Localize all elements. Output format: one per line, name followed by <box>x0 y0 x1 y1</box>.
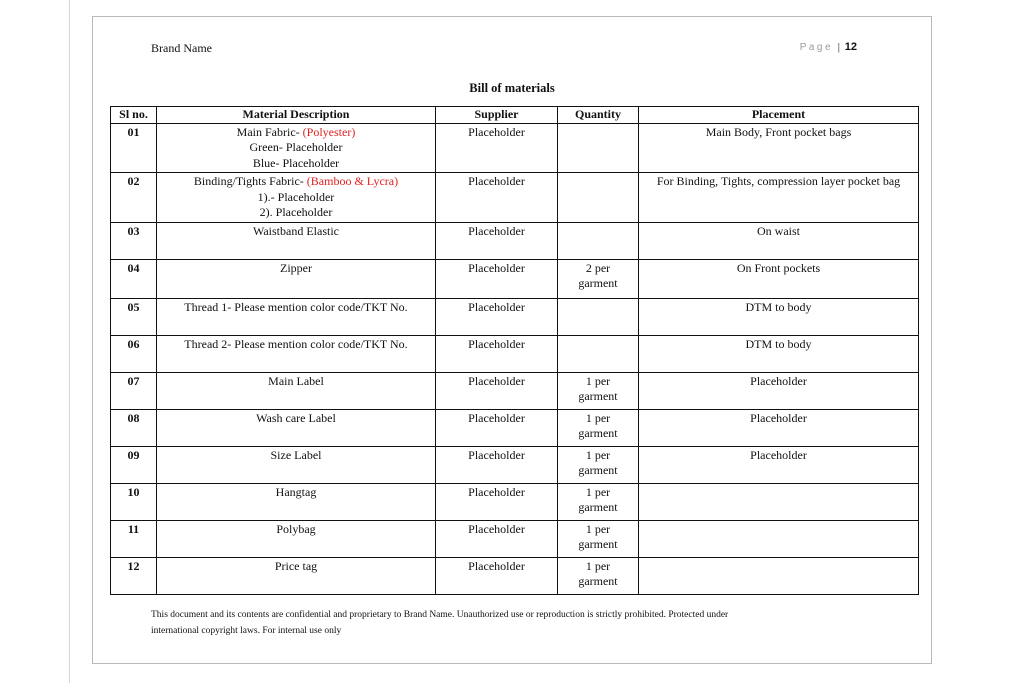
quantity <box>558 173 639 223</box>
row-number: 01 <box>111 123 157 173</box>
supplier: Placeholder <box>436 372 558 409</box>
supplier: Placeholder <box>436 557 558 594</box>
table-row <box>111 483 919 520</box>
bill-of-materials-table <box>110 106 919 595</box>
row-number: 09 <box>111 446 157 483</box>
quantity: 1 per garment <box>558 446 639 483</box>
supplier: Placeholder <box>436 173 558 223</box>
material-description: Hangtag <box>157 483 436 520</box>
table-header-row <box>111 107 919 124</box>
material-description: Polybag <box>157 520 436 557</box>
placement: Placeholder <box>639 409 919 446</box>
quantity: 2 per garment <box>558 259 639 298</box>
column-header: Material Description <box>157 107 436 124</box>
table-row <box>111 259 919 298</box>
brand-name: Brand Name <box>151 41 212 55</box>
quantity <box>558 222 639 259</box>
table-row <box>111 372 919 409</box>
placement: On Front pockets <box>639 259 919 298</box>
row-number: 08 <box>111 409 157 446</box>
page-number <box>800 41 857 53</box>
fabric-type: (Polyester) <box>302 124 356 139</box>
table-row <box>111 409 919 446</box>
supplier: Placeholder <box>436 409 558 446</box>
fabric-type: (Bamboo & Lycra) <box>306 174 399 188</box>
quantity: 1 per garment <box>558 520 639 557</box>
supplier: Placeholder <box>436 259 558 298</box>
quantity: 1 per garment <box>558 557 639 594</box>
page-label: Page <box>799 42 834 53</box>
material-description: Main Label <box>157 372 436 409</box>
supplier: Placeholder <box>436 446 558 483</box>
supplier: Placeholder <box>436 335 558 372</box>
material-description: Binding/Tights Fabric- (Bamboo & Lycra) 1).- Placeholder 2). Placeholder <box>157 173 436 223</box>
placement: DTM to body <box>639 335 919 372</box>
material-description: Price tag <box>157 557 436 594</box>
quantity: 1 per garment <box>558 409 639 446</box>
supplier: Placeholder <box>436 222 558 259</box>
column-header: Placement <box>639 107 919 124</box>
table-row <box>111 446 919 483</box>
quantity <box>558 298 639 335</box>
row-number: 07 <box>111 372 157 409</box>
placement: DTM to body <box>639 298 919 335</box>
row-number: 06 <box>111 335 157 372</box>
material-description: Main Fabric- (Polyester) Green- Placeholder Blue- Placeholder <box>157 123 436 173</box>
quantity <box>558 335 639 372</box>
placement: Placeholder <box>639 446 919 483</box>
material-description: Waistband Elastic <box>157 222 436 259</box>
table-row <box>111 173 919 223</box>
table-row <box>111 557 919 594</box>
placement: On waist <box>639 222 919 259</box>
column-header: Supplier <box>436 107 558 124</box>
quantity <box>558 123 639 173</box>
row-number: 03 <box>111 222 157 259</box>
confidentiality-footer <box>151 607 871 639</box>
row-number: 05 <box>111 298 157 335</box>
supplier: Placeholder <box>436 483 558 520</box>
placement <box>639 520 919 557</box>
document-page <box>92 16 932 664</box>
placement: For Binding, Tights, compression layer pocket bag <box>639 173 919 223</box>
placement <box>639 483 919 520</box>
footer-line: This document and its contents are confidential and proprietary to Brand Name. Unauthorized use or reproduction is strictly prohibited. Protected under <box>151 610 729 620</box>
column-header: Sl no. <box>111 107 157 124</box>
material-description: Thread 2- Please mention color code/TKT No. <box>157 335 436 372</box>
footer-line: international copyright laws. For internal use only <box>151 626 342 636</box>
table-row <box>111 335 919 372</box>
row-number: 02 <box>111 173 157 223</box>
material-description: Zipper <box>157 259 436 298</box>
placement: Placeholder <box>639 372 919 409</box>
row-number: 11 <box>111 520 157 557</box>
supplier: Placeholder <box>436 520 558 557</box>
placement: Main Body, Front pocket bags <box>639 123 919 173</box>
table-row <box>111 123 919 173</box>
supplier: Placeholder <box>436 298 558 335</box>
row-number: 04 <box>111 259 157 298</box>
page-margin-line <box>69 0 70 683</box>
table-row <box>111 222 919 259</box>
table-row <box>111 520 919 557</box>
supplier: Placeholder <box>436 123 558 173</box>
document-title: Bill of materials <box>469 81 555 95</box>
table-row <box>111 298 919 335</box>
row-number: 12 <box>111 557 157 594</box>
material-description: Wash care Label <box>157 409 436 446</box>
quantity: 1 per garment <box>558 483 639 520</box>
material-description: Thread 1- Please mention color code/TKT No. <box>157 298 436 335</box>
quantity: 1 per garment <box>558 372 639 409</box>
page-number-value: 12 <box>844 41 857 53</box>
placement <box>639 557 919 594</box>
page-separator: | <box>837 41 840 53</box>
row-number: 10 <box>111 483 157 520</box>
material-description: Size Label <box>157 446 436 483</box>
column-header: Quantity <box>558 107 639 124</box>
